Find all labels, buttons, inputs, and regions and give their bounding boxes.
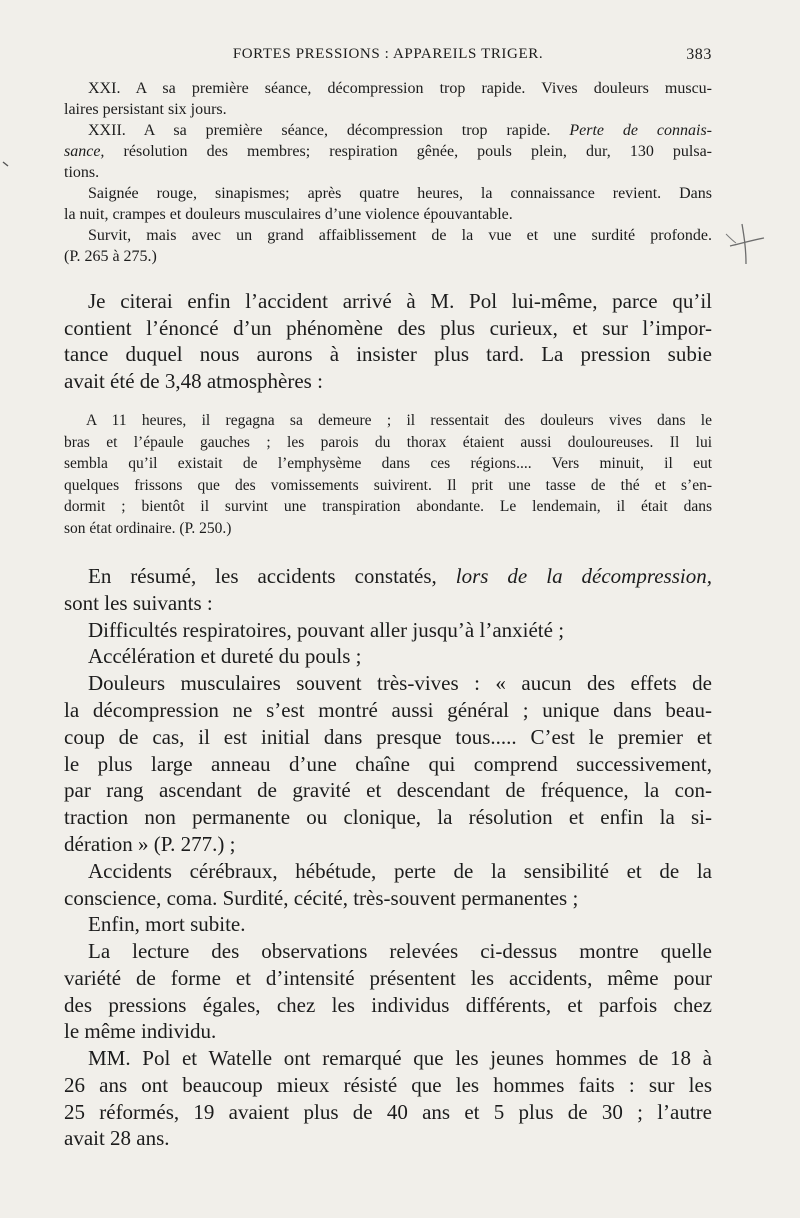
quote-line: A 11 heures, il regagna sa demeure ; il ressentait des douleurs vives dans le — [86, 412, 712, 429]
summary-item: le plus large anneau d’une chaîne qui comprend successivement, — [64, 751, 712, 776]
body-line: avait 28 ans. — [64, 1126, 170, 1151]
obs-xxii-line — [64, 120, 712, 141]
obs-xxii-line: Saignée rouge, sinapismes; après quatre heures, la connaissance revient. Dans — [88, 185, 712, 202]
summary-item: par rang ascendant de gravité et descendant de fréquence, la con- — [64, 778, 712, 803]
body-line: 25 réformés, 19 avaient plus de 40 ans et 5 plus de 30 ; l’autre — [64, 1099, 712, 1124]
obs-xxii-treatment — [64, 183, 712, 225]
quote-line: sembla qu’il existait de l’emphysème dans ces régions.... Vers minuit, il eut — [64, 455, 712, 473]
summary-item: Douleurs musculaires souvent très-vives : « aucun des effets de — [88, 671, 712, 696]
summary-item: Accélération et dureté du pouls ; — [88, 644, 362, 669]
body-line: contient l’énoncé d’un phénomène des plus curieux, et sur l’impor- — [64, 315, 712, 340]
obs-xxii-line: la nuit, crampes et douleurs musculaires d’une violence épouvantable. — [64, 206, 513, 223]
body-line: tance duquel nous aurons à insister plus tard. La pression subie — [64, 342, 712, 366]
obs-xxii-outcome — [64, 225, 712, 267]
summary-item: coup de cas, il est initial dans presque tous..... C’est le premier et — [64, 724, 712, 749]
body-line: avait été de 3,48 atmosphères : — [64, 368, 323, 393]
paragraph-lecture — [64, 938, 712, 1045]
summary-item: traction non permanente ou clonique, la résolution et enfin la si- — [64, 805, 712, 830]
body-text: En résumé, les accidents constatés, — [88, 564, 437, 588]
observation-xxi — [64, 78, 712, 120]
summary-item: la décompression ne s’est montré aussi général ; unique dans beau- — [64, 697, 712, 722]
body-line: 26 ans ont beaucoup mieux résisté que les hommes faits : sur les — [64, 1072, 712, 1097]
body-line: variété de forme et d’intensité présentent les accidents, même pour — [64, 965, 712, 990]
page-number: 383 — [686, 46, 712, 63]
obs-xxi-line: laires persistant six jours. — [64, 101, 227, 118]
summary-item: Accidents cérébraux, hébétude, perte de la sensibilité et de la — [88, 858, 712, 883]
observation-xxii — [64, 120, 712, 183]
summary-item: conscience, coma. Surdité, cécité, très-souvent permanentes ; — [64, 885, 579, 910]
obs-xxii-line — [64, 141, 712, 162]
body-italic: lors de la décompression, — [455, 564, 712, 588]
body-line: La lecture des observations relevées ci-dessus montre quelle — [88, 939, 712, 963]
obs-xxii-italic: sance, — [64, 143, 105, 160]
summary-item: dération » (P. 277.) ; — [64, 831, 236, 856]
body-line: Je citerai enfin l’accident arrivé à M. Pol lui-même, parce qu’il — [88, 289, 712, 313]
obs-xxii-text: résolution des membres; respiration gênée, pouls plein, dur, 130 pulsa- — [123, 143, 713, 160]
summary-item: Enfin, mort subite. — [88, 912, 246, 937]
quote-line: dormit ; bientôt il survint une transpiration abondante. Le lendemain, il était dans — [64, 498, 712, 516]
quote-line: bras et l’épaule gauches ; les parois du thorax étaient aussi douloureuses. Il lui — [64, 433, 712, 451]
summary-item: Difficultés respiratoires, pouvant aller jusqu’à l’anxiété ; — [88, 617, 565, 642]
body-line: des pressions égales, chez les individus différents, et parfois chez — [64, 992, 712, 1017]
running-title: FORTES PRESSIONS : APPAREILS TRIGER. — [232, 46, 544, 62]
quote-line: son état ordinaire. (P. 250.) — [64, 519, 232, 537]
body-line: sont les suivants : — [64, 590, 213, 615]
body-line — [64, 563, 712, 590]
obs-xxii-line: tions. — [64, 164, 100, 181]
running-head — [64, 46, 712, 68]
obs-xxii-line: (P. 265 à 275.) — [64, 248, 157, 265]
quote-line: quelques frissons que des vomissements suivirent. Il prit une tasse de thé et s’en- — [64, 476, 712, 494]
obs-xxi-line: XXI. A sa première séance, décompression trop rapide. Vives douleurs muscu- — [88, 80, 712, 97]
body-line: MM. Pol et Watelle ont remarqué que les jeunes hommes de 18 à — [88, 1046, 712, 1070]
pencil-cross-mark — [724, 218, 768, 268]
summary-section — [64, 563, 712, 938]
obs-xxii-text: XXII. A sa première séance, décompression trop rapide. — [88, 122, 551, 139]
obs-xxii-line: Survit, mais avec un grand affaiblissement de la vue et une surdité profonde. — [88, 227, 712, 244]
margin-tick-mark — [2, 160, 10, 168]
paragraph-pol — [64, 288, 712, 394]
obs-xxii-italic: Perte de connais- — [569, 122, 713, 139]
paragraph-watelle — [64, 1045, 712, 1152]
quotation-pol — [64, 410, 712, 540]
body-line: le même individu. — [64, 1019, 217, 1044]
